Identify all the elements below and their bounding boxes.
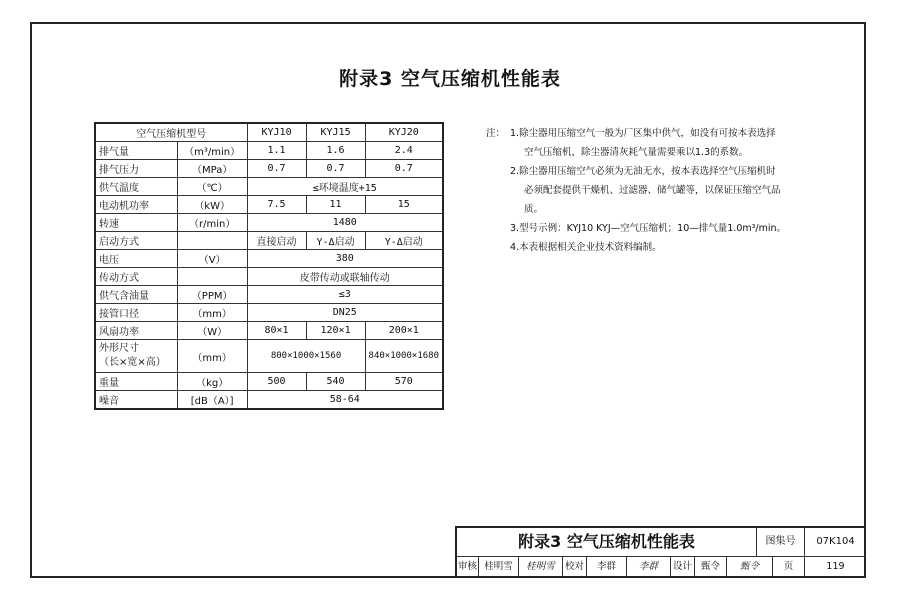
row-label: 重量	[95, 373, 177, 391]
cell: 80×1	[247, 322, 306, 340]
signature-row	[457, 556, 866, 577]
note-4	[486, 238, 822, 257]
model-col: KYJ15	[306, 123, 365, 142]
model-header: 空气压缩机型号	[95, 123, 247, 142]
cell: ≤3	[247, 286, 443, 304]
table-row	[95, 286, 443, 304]
model-col: KYJ20	[365, 123, 443, 142]
row-unit: （kW）	[177, 196, 247, 214]
row-label: 风扇功率	[95, 322, 177, 340]
cell: Y-Δ启动	[365, 232, 443, 250]
notes-prefix: 注：	[486, 128, 506, 139]
design-label: 设计	[671, 557, 695, 577]
row-label: 传动方式	[95, 268, 177, 286]
note-text: 4.本表根据相关企业技术资料编制。	[510, 242, 662, 253]
cell: 120×1	[306, 322, 365, 340]
table-row	[95, 340, 443, 373]
row-label: 接管口径	[95, 304, 177, 322]
row-label-line2: （长×宽×高）	[99, 357, 166, 368]
cell: 500	[247, 373, 306, 391]
note-body	[510, 124, 822, 162]
checker-name: 李群	[587, 557, 627, 577]
cell: 1.6	[306, 142, 365, 160]
row-unit: （mm）	[177, 340, 247, 373]
cell: 7.5	[247, 196, 306, 214]
cell: 11	[306, 196, 365, 214]
title-block-title: 附录3 空气压缩机性能表	[457, 528, 757, 556]
designer-name: 甄令	[695, 557, 727, 577]
cell: 800×1000×1560	[247, 340, 365, 373]
table-row	[95, 373, 443, 391]
row-unit: （r/min）	[177, 214, 247, 232]
cell: 15	[365, 196, 443, 214]
row-label: 启动方式	[95, 232, 177, 250]
row-unit: （℃）	[177, 178, 247, 196]
row-label: 电动机功率	[95, 196, 177, 214]
row-label: 排气压力	[95, 160, 177, 178]
cell: 570	[365, 373, 443, 391]
row-unit: [dB（A）]	[177, 391, 247, 410]
cell: 0.7	[365, 160, 443, 178]
checker-signature: 李群	[627, 557, 671, 577]
row-unit	[177, 268, 247, 286]
cell: 0.7	[247, 160, 306, 178]
row-unit: （PPM）	[177, 286, 247, 304]
table-row	[95, 304, 443, 322]
cell: 2.4	[365, 142, 443, 160]
table-row	[95, 196, 443, 214]
cell: DN25	[247, 304, 443, 322]
row-label: 电压	[95, 250, 177, 268]
cell: 380	[247, 250, 443, 268]
check-label: 校对	[563, 557, 587, 577]
table-row	[95, 160, 443, 178]
cell: Y-Δ启动	[306, 232, 365, 250]
atlas-label: 图集号	[757, 528, 805, 556]
row-label: 噪音	[95, 391, 177, 410]
cell: 200×1	[365, 322, 443, 340]
cell: 1.1	[247, 142, 306, 160]
designer-signature: 甄令	[727, 557, 773, 577]
cell: 840×1000×1680	[365, 340, 443, 373]
title-block	[455, 526, 864, 576]
cell: ≤环境温度+15	[247, 178, 443, 196]
review-label: 审核	[457, 557, 479, 577]
row-label: 供气温度	[95, 178, 177, 196]
row-label: 供气含油量	[95, 286, 177, 304]
table-row	[95, 250, 443, 268]
row-unit	[177, 232, 247, 250]
row-unit: （MPa）	[177, 160, 247, 178]
row-label	[95, 340, 177, 373]
cell: 直接启动	[247, 232, 306, 250]
cell: 58-64	[247, 391, 443, 410]
row-unit: （kg）	[177, 373, 247, 391]
row-unit: （V）	[177, 250, 247, 268]
note-text: 3.型号示例：KYJ10 KYJ—空气压缩机；10—排气量1.0m³/min。	[510, 223, 787, 234]
note-1	[486, 124, 822, 162]
page-number: 119	[826, 561, 845, 572]
row-label-line1: 外形尺寸	[99, 343, 139, 354]
table-row	[95, 214, 443, 232]
reviewer-signature: 桂明雪	[519, 557, 563, 577]
table-header-row	[95, 123, 443, 142]
row-label: 排气量	[95, 142, 177, 160]
cell: 0.7	[306, 160, 365, 178]
table-row	[95, 232, 443, 250]
row-label: 转速	[95, 214, 177, 232]
note-text: 必须配套提供干燥机、过滤器、储气罐等，以保证压缩空气品	[524, 185, 781, 196]
note-text: 1.除尘器用压缩空气一般为厂区集中供气，如没有可按本表选择	[510, 128, 776, 139]
model-col: KYJ10	[247, 123, 306, 142]
table-row	[95, 268, 443, 286]
note-body	[510, 162, 822, 219]
table-row	[95, 322, 443, 340]
table-row	[95, 178, 443, 196]
table-row	[95, 142, 443, 160]
note-text: 2.除尘器用压缩空气必须为无油无水，按本表选择空气压缩机时	[510, 166, 776, 177]
row-unit: （m³/min）	[177, 142, 247, 160]
reviewer-name: 桂明雪	[479, 557, 519, 577]
note-text: 质。	[524, 204, 544, 215]
note-text: 空气压缩机，除尘器清灰耗气量需要乘以1.3的系数。	[524, 147, 749, 158]
atlas-number: 07K104	[816, 536, 855, 547]
notes	[486, 124, 822, 257]
page-title: 附录3 空气压缩机性能表	[339, 68, 561, 90]
cell: 皮带传动或联轴传动	[247, 268, 443, 286]
note-2	[486, 162, 822, 219]
row-unit: （mm）	[177, 304, 247, 322]
performance-table	[94, 122, 444, 410]
note-3	[486, 219, 822, 238]
row-unit: （W）	[177, 322, 247, 340]
cell: 540	[306, 373, 365, 391]
cell: 1480	[247, 214, 443, 232]
table-row	[95, 391, 443, 410]
page-label: 页	[773, 557, 805, 577]
